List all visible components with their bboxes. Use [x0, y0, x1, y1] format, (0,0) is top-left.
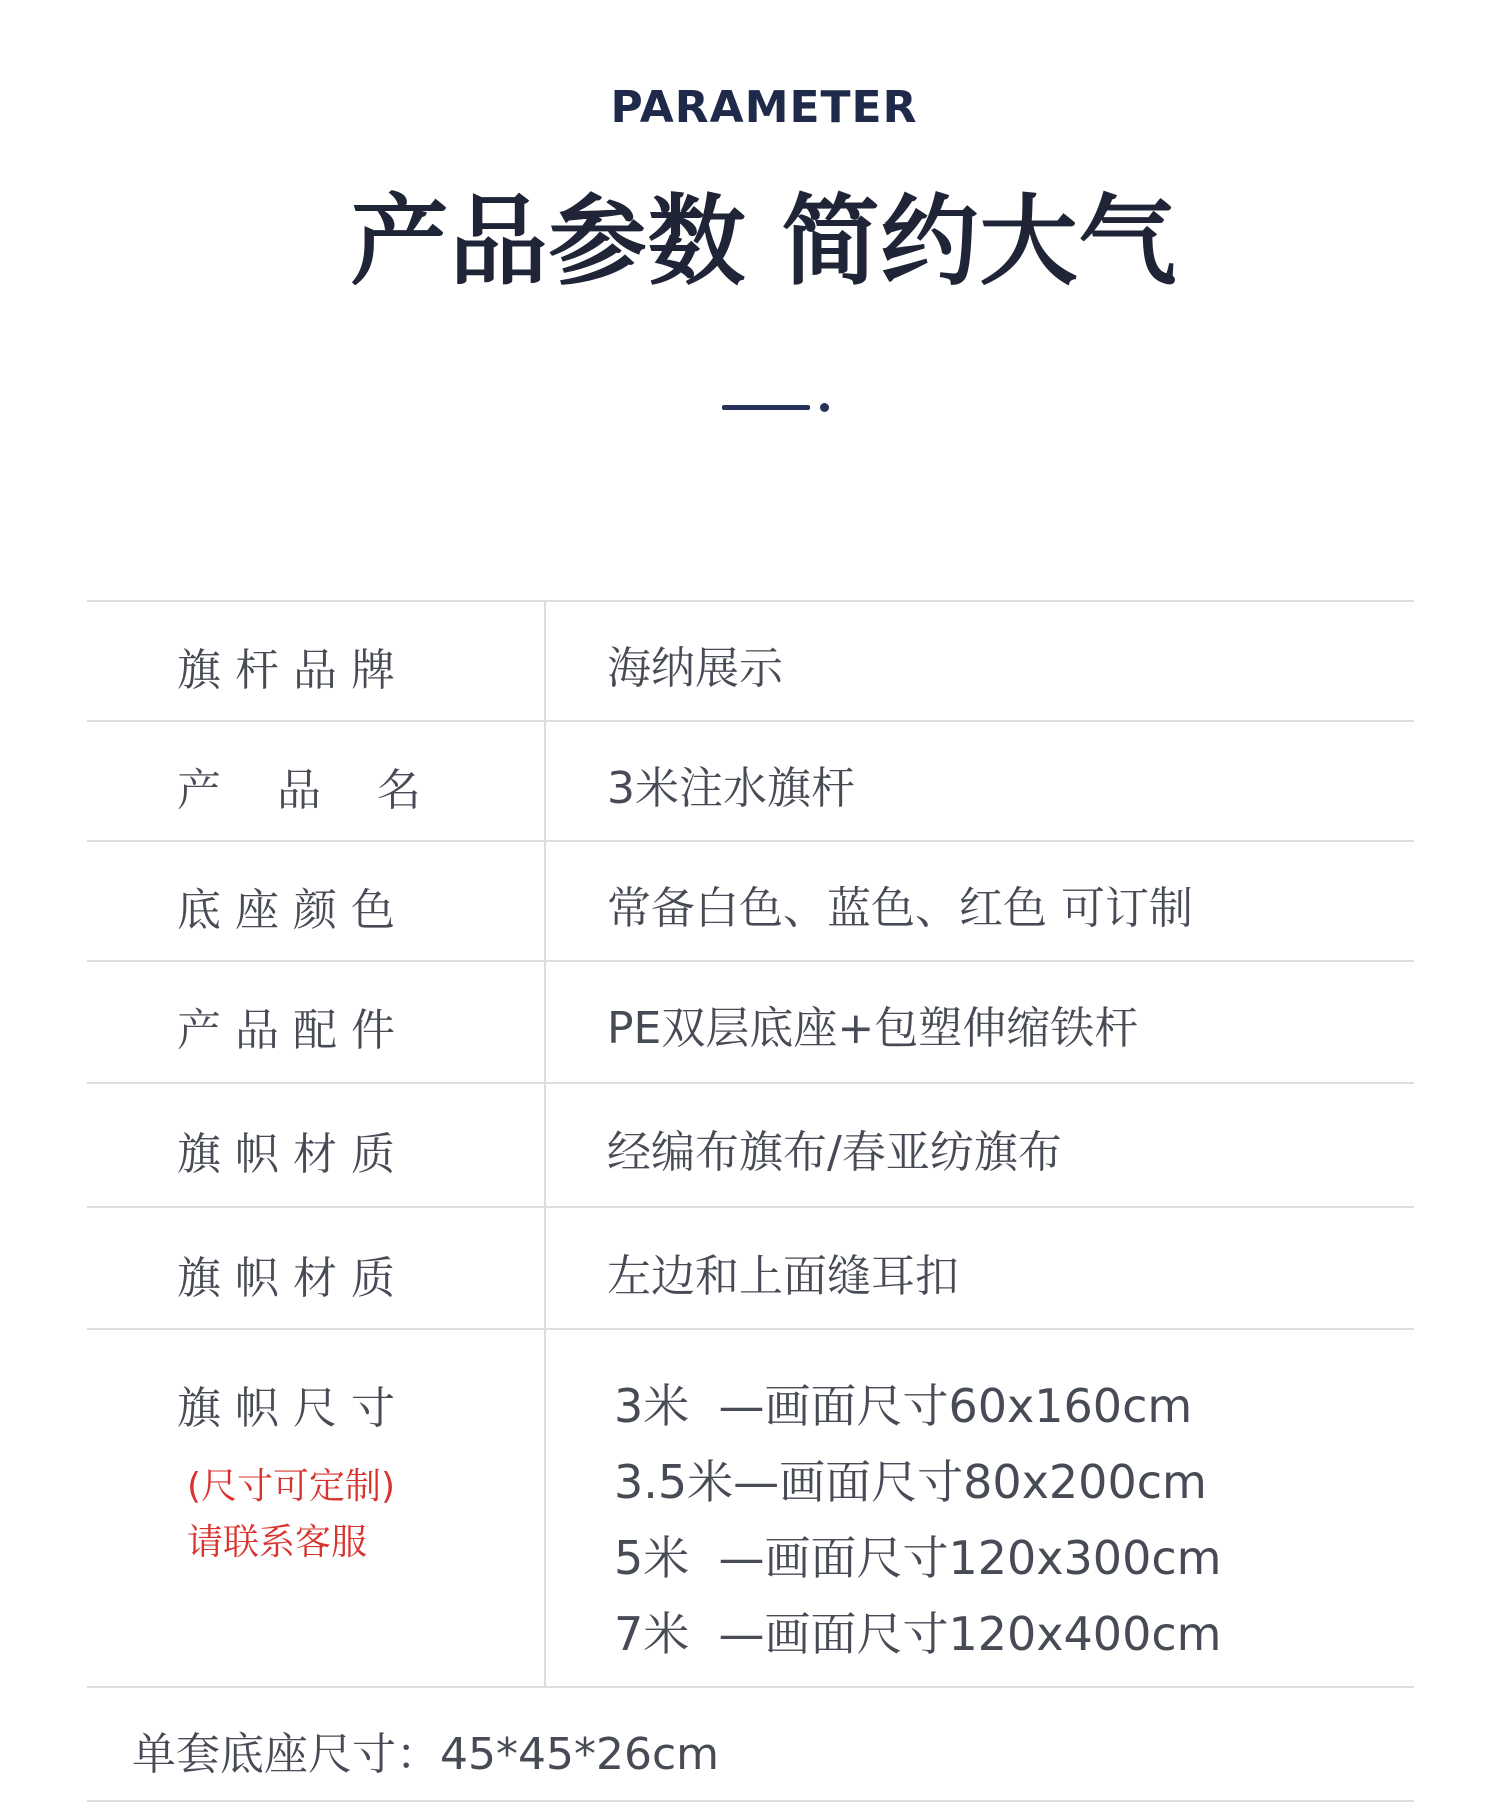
table-row	[87, 1328, 1414, 1686]
table-row	[87, 720, 1414, 840]
table-row	[87, 1686, 1414, 1800]
row-value-product-name: 3米注水旗杆	[607, 763, 855, 814]
custom-size-note: (尺寸可定制)	[187, 1466, 396, 1507]
row-value-brand: 海纳展示	[607, 643, 783, 694]
row-value-flag-finish: 左边和上面缝耳扣	[607, 1251, 959, 1302]
table-row	[87, 1206, 1414, 1328]
table-row	[87, 1082, 1414, 1206]
page-title: 产品参数 简约大气	[350, 185, 1178, 299]
row-label-flag-material: 旗 帜 材 质	[177, 1129, 395, 1180]
table-row	[87, 960, 1414, 1082]
size-option: 3米 —画面尺寸60x160cm	[614, 1379, 1193, 1433]
row-label-product-name: 产 品 名	[177, 765, 421, 816]
title-accent-divider	[722, 402, 812, 414]
eyebrow-text: PARAMETER	[610, 82, 918, 133]
table-row	[87, 840, 1414, 960]
accent-bar	[722, 405, 810, 410]
row-value-flag-material: 经编布旗布/春亚纺旗布	[607, 1127, 1062, 1178]
row-label-accessories: 产 品 配 件	[177, 1005, 395, 1056]
row-value-accessories: PE双层底座+包塑伸缩铁杆	[607, 1003, 1139, 1054]
page-header	[0, 0, 1500, 560]
row-label-base-color: 底 座 颜 色	[177, 885, 395, 936]
accent-dot	[820, 403, 829, 412]
row-label-brand: 旗 杆 品 牌	[177, 645, 395, 696]
size-option: 5米 —画面尺寸120x300cm	[614, 1531, 1222, 1585]
base-size-text: 单套底座尺寸：45*45*26cm	[132, 1729, 720, 1780]
row-label-flag-material-2: 旗 帜 材 质	[177, 1253, 395, 1304]
row-value-base-color: 常备白色、蓝色、红色 可订制	[607, 883, 1193, 934]
size-option: 3.5米—画面尺寸80x200cm	[614, 1455, 1207, 1509]
table-row	[87, 600, 1414, 720]
size-option: 7米 —画面尺寸120x400cm	[614, 1607, 1222, 1661]
contact-service-note: 请联系客服	[187, 1522, 368, 1563]
table-divider	[87, 1800, 1414, 1802]
row-label-flag-size: 旗 帜 尺 寸	[177, 1383, 395, 1434]
